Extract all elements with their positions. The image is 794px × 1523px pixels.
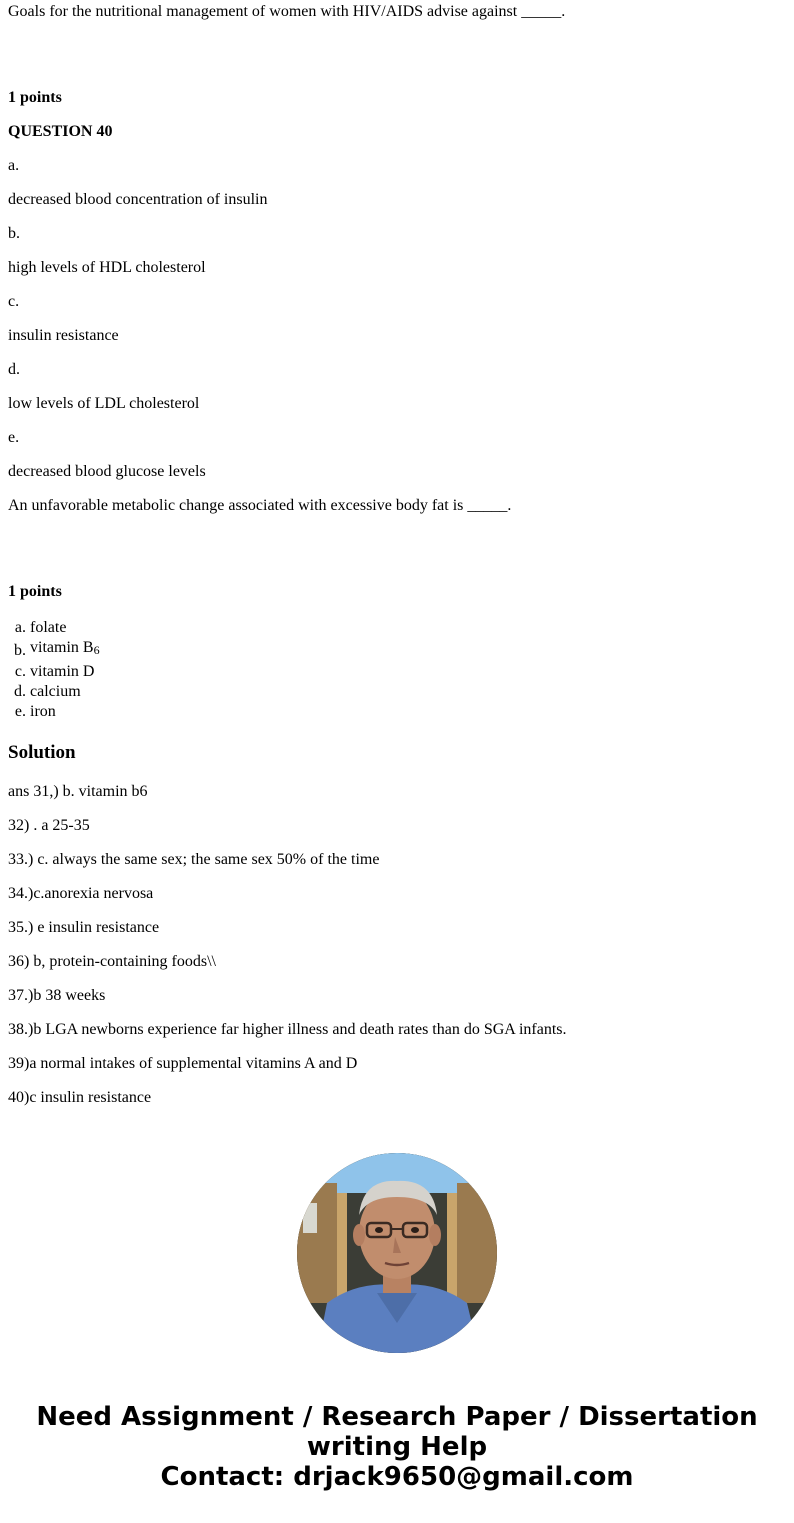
option-letter-b: b.	[8, 225, 20, 242]
option-text-d: low levels of LDL cholesterol	[8, 395, 200, 412]
answer-option	[12, 683, 100, 703]
promo-line: Need Assignment / Research Paper / Dissertation	[36, 1402, 758, 1432]
option-text-main: vitamin B	[30, 639, 94, 656]
solution-answer: 35.) e insulin resistance	[8, 919, 160, 936]
solution-heading: Solution	[8, 742, 76, 763]
portrait-image	[297, 1153, 497, 1353]
option-letter-e: e.	[8, 429, 20, 446]
promo-contact: Contact: drjack9650@gmail.com	[160, 1462, 634, 1492]
answer-options-list	[12, 619, 100, 723]
question-stem: Goals for the nutritional management of women with HIV/AIDS advise against _____.	[8, 3, 566, 20]
solution-answer: 37.)b 38 weeks	[8, 987, 106, 1004]
option-letter-c: c.	[8, 293, 20, 310]
option-letter: c.	[14, 663, 26, 680]
author-photo	[297, 1153, 497, 1353]
solution-answer: 38.)b LGA newborns experience far higher illness and death rates than do SGA infants.	[8, 1021, 567, 1038]
option-subscript: 6	[93, 643, 100, 657]
answer-option	[12, 619, 100, 639]
question-points: 1 points	[8, 89, 62, 106]
promo-banner	[0, 1402, 794, 1492]
question-stem: An unfavorable metabolic change associated with excessive body fat is _____.	[8, 497, 512, 514]
answer-option	[12, 703, 100, 723]
solution-answer: 34.)c.anorexia nervosa	[8, 885, 154, 902]
solution-answer: 39)a normal intakes of supplemental vitamins A and D	[8, 1055, 358, 1072]
option-text	[30, 639, 100, 663]
option-text: calcium	[30, 683, 81, 700]
option-text: iron	[30, 703, 56, 720]
option-letter: a.	[14, 619, 26, 636]
solution-answer: 32) . a 25-35	[8, 817, 90, 834]
option-letter-a: a.	[8, 157, 20, 174]
option-text-c: insulin resistance	[8, 327, 119, 344]
solution-answer: ans 31,) b. vitamin b6	[8, 783, 148, 800]
solution-answer: 36) b, protein-containing foods\\	[8, 953, 216, 970]
question-title: QUESTION 40	[8, 123, 113, 140]
answer-option	[12, 639, 100, 663]
promo-line: writing Help	[306, 1432, 488, 1462]
question-points: 1 points	[8, 583, 62, 600]
answer-option	[12, 663, 100, 683]
solution-answer: 33.) c. always the same sex; the same sex 50% of the time	[8, 851, 380, 868]
solution-answer: 40)c insulin resistance	[8, 1089, 152, 1106]
option-text-b: high levels of HDL cholesterol	[8, 259, 206, 276]
option-letter: b.	[14, 642, 26, 659]
option-letter-d: d.	[8, 361, 20, 378]
option-text-a: decreased blood concentration of insulin	[8, 191, 268, 208]
option-text: folate	[30, 619, 67, 636]
option-letter: e.	[14, 703, 26, 720]
option-text-e: decreased blood glucose levels	[8, 463, 206, 480]
option-text: vitamin D	[30, 663, 95, 680]
option-letter: d.	[14, 683, 26, 700]
